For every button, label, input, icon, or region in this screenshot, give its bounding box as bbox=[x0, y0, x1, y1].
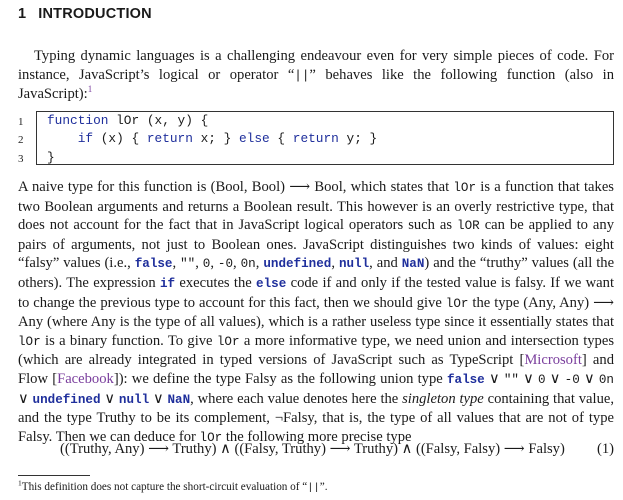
footnote-rule bbox=[18, 475, 90, 476]
code-keyword: return bbox=[292, 131, 339, 147]
inline-keyword: false bbox=[134, 257, 173, 272]
text-run: is a binary function. To give bbox=[40, 332, 217, 349]
inline-code: || bbox=[294, 68, 310, 83]
line-number: 2 bbox=[18, 134, 24, 147]
code-text: (x) { bbox=[93, 131, 147, 147]
inline-code: lOr bbox=[216, 334, 240, 349]
code-line bbox=[47, 149, 613, 167]
text-run: can be applied to any pairs of arguments, not just to Boolean ones. JavaScript distinguishes two kinds of values: eight “falsy” values (i.e., bbox=[18, 217, 614, 272]
inline-keyword: false bbox=[446, 372, 485, 387]
text-run: ∨ bbox=[18, 390, 33, 407]
footnote-number: 1 bbox=[18, 478, 22, 488]
text-run: Typing dynamic languages is a challenging endeavour even for very simple pieces of code. For instance, JavaScript’s logical or operator “ bbox=[18, 48, 614, 83]
text-run: ”. bbox=[319, 481, 328, 493]
text-run: executes the bbox=[175, 274, 257, 291]
text-run: containing that value, and the type Truthy to be its complement, ¬Falsy, that is, the type of all values that are not of type Falsy. Then we can deduce for bbox=[18, 390, 614, 445]
equation-expression: ((Truthy, Any) ⟶ Truthy) ∧ ((Falsy, Truthy) ⟶ Truthy) ∧ ((Falsy, Falsy) ⟶ Falsy) bbox=[60, 441, 565, 457]
inline-keyword: undefined bbox=[32, 392, 101, 407]
citation-link[interactable]: Microsoft bbox=[524, 352, 582, 369]
code-line bbox=[47, 112, 613, 130]
text-run: , bbox=[172, 255, 181, 272]
footnote bbox=[18, 480, 328, 495]
text-run: , and bbox=[369, 255, 402, 272]
body-paragraph bbox=[18, 178, 614, 447]
text-run: ∨ bbox=[579, 370, 599, 387]
inline-code: lOr bbox=[453, 181, 477, 195]
text-run: This definition does not capture the short-circuit evaluation of “ bbox=[21, 481, 308, 493]
inline-code: -0 bbox=[217, 257, 234, 272]
inline-keyword: null bbox=[118, 392, 150, 407]
text-run: , where each value denotes here the bbox=[190, 390, 403, 407]
code-listing bbox=[18, 111, 614, 169]
text-run: A naive type for this function is (Bool, Bool) ⟶ Bool, which states that bbox=[18, 179, 454, 195]
text-run: , bbox=[233, 255, 241, 272]
text-run: ∨ bbox=[149, 390, 168, 407]
code-keyword: function bbox=[47, 113, 109, 128]
code-keyword: if bbox=[77, 131, 94, 147]
text-run: is a function that takes two Boolean arguments and returns a Boolean result. This however is an overly restrictive type, that does not account for the fact that in JavaScript logical operators such as bbox=[18, 179, 614, 234]
inline-code: 0n bbox=[240, 257, 256, 272]
equation-number: (1) bbox=[596, 441, 614, 457]
section-title: INTRODUCTION bbox=[38, 6, 152, 22]
section-heading bbox=[18, 6, 152, 22]
text-run: ] and Flow [ bbox=[18, 352, 614, 387]
code-box bbox=[36, 111, 614, 165]
text-run: , bbox=[210, 255, 218, 272]
text-run: the type (Any, Any) ⟶ Any (where Any is the type of all values), which is a rather useless type since it essentially states that bbox=[18, 294, 614, 331]
code-indent bbox=[47, 131, 78, 146]
citation-link[interactable]: Facebook bbox=[57, 370, 114, 387]
text-run: a more informative type, we need union and intersection types (which are already integrated in typed versions of JavaScript such as TypeScript [ bbox=[18, 332, 614, 369]
code-text: y; } bbox=[338, 131, 378, 147]
text-run: code if and only if the tested value is falsy. If we want to change the previous type to account for this fact, then we should give bbox=[18, 274, 615, 311]
text-run: ” behaves like the following function (also in JavaScript): bbox=[18, 66, 614, 103]
text-run: ∨ bbox=[545, 370, 565, 387]
text-run: , bbox=[255, 255, 264, 272]
text-run: , bbox=[331, 255, 339, 272]
inline-code: lOr bbox=[199, 430, 223, 445]
inline-keyword: else bbox=[256, 276, 287, 291]
inline-code: 0 bbox=[538, 372, 546, 387]
inline-code: "" bbox=[503, 372, 519, 387]
line-numbers bbox=[18, 113, 30, 168]
text-run: ]): we define the type Falsy as the following union type bbox=[113, 370, 447, 387]
code-text: } bbox=[47, 149, 55, 165]
inline-code: || bbox=[307, 482, 320, 494]
code-text: lOr (x, y) { bbox=[108, 113, 209, 128]
section-number: 1 bbox=[18, 6, 27, 22]
inline-code: 0 bbox=[202, 257, 211, 272]
code-keyword: else bbox=[239, 131, 270, 147]
text-run: ∨ bbox=[100, 390, 119, 407]
inline-code: -0 bbox=[564, 372, 580, 387]
footnote-marker[interactable]: 1 bbox=[87, 84, 93, 95]
text-run: , bbox=[195, 255, 203, 272]
text-run: the following more precise type bbox=[222, 428, 412, 445]
inline-keyword: undefined bbox=[263, 257, 332, 272]
inline-code: lOR bbox=[457, 219, 480, 234]
inline-keyword: NaN bbox=[167, 392, 191, 407]
inline-keyword: null bbox=[338, 257, 370, 272]
line-number: 3 bbox=[18, 152, 24, 165]
inline-code: lOr bbox=[445, 296, 469, 311]
line-number: 1 bbox=[18, 116, 24, 128]
inline-code: 0n bbox=[598, 372, 614, 387]
code-text: x; } bbox=[192, 131, 239, 147]
inline-code: "" bbox=[180, 257, 196, 272]
emphasis-text: singleton type bbox=[402, 390, 484, 407]
inline-keyword: if bbox=[159, 276, 176, 291]
intro-paragraph bbox=[18, 47, 614, 104]
text-run: ) and the “truthy” values (all the others). The expression bbox=[18, 255, 615, 291]
inline-keyword: NaN bbox=[401, 257, 425, 272]
text-run: ∨ bbox=[484, 370, 504, 387]
code-line bbox=[47, 130, 613, 148]
code-keyword: return bbox=[146, 131, 193, 147]
code-text: { bbox=[269, 131, 293, 147]
text-run: ∨ bbox=[518, 370, 539, 387]
inline-code: lOr bbox=[18, 334, 41, 349]
